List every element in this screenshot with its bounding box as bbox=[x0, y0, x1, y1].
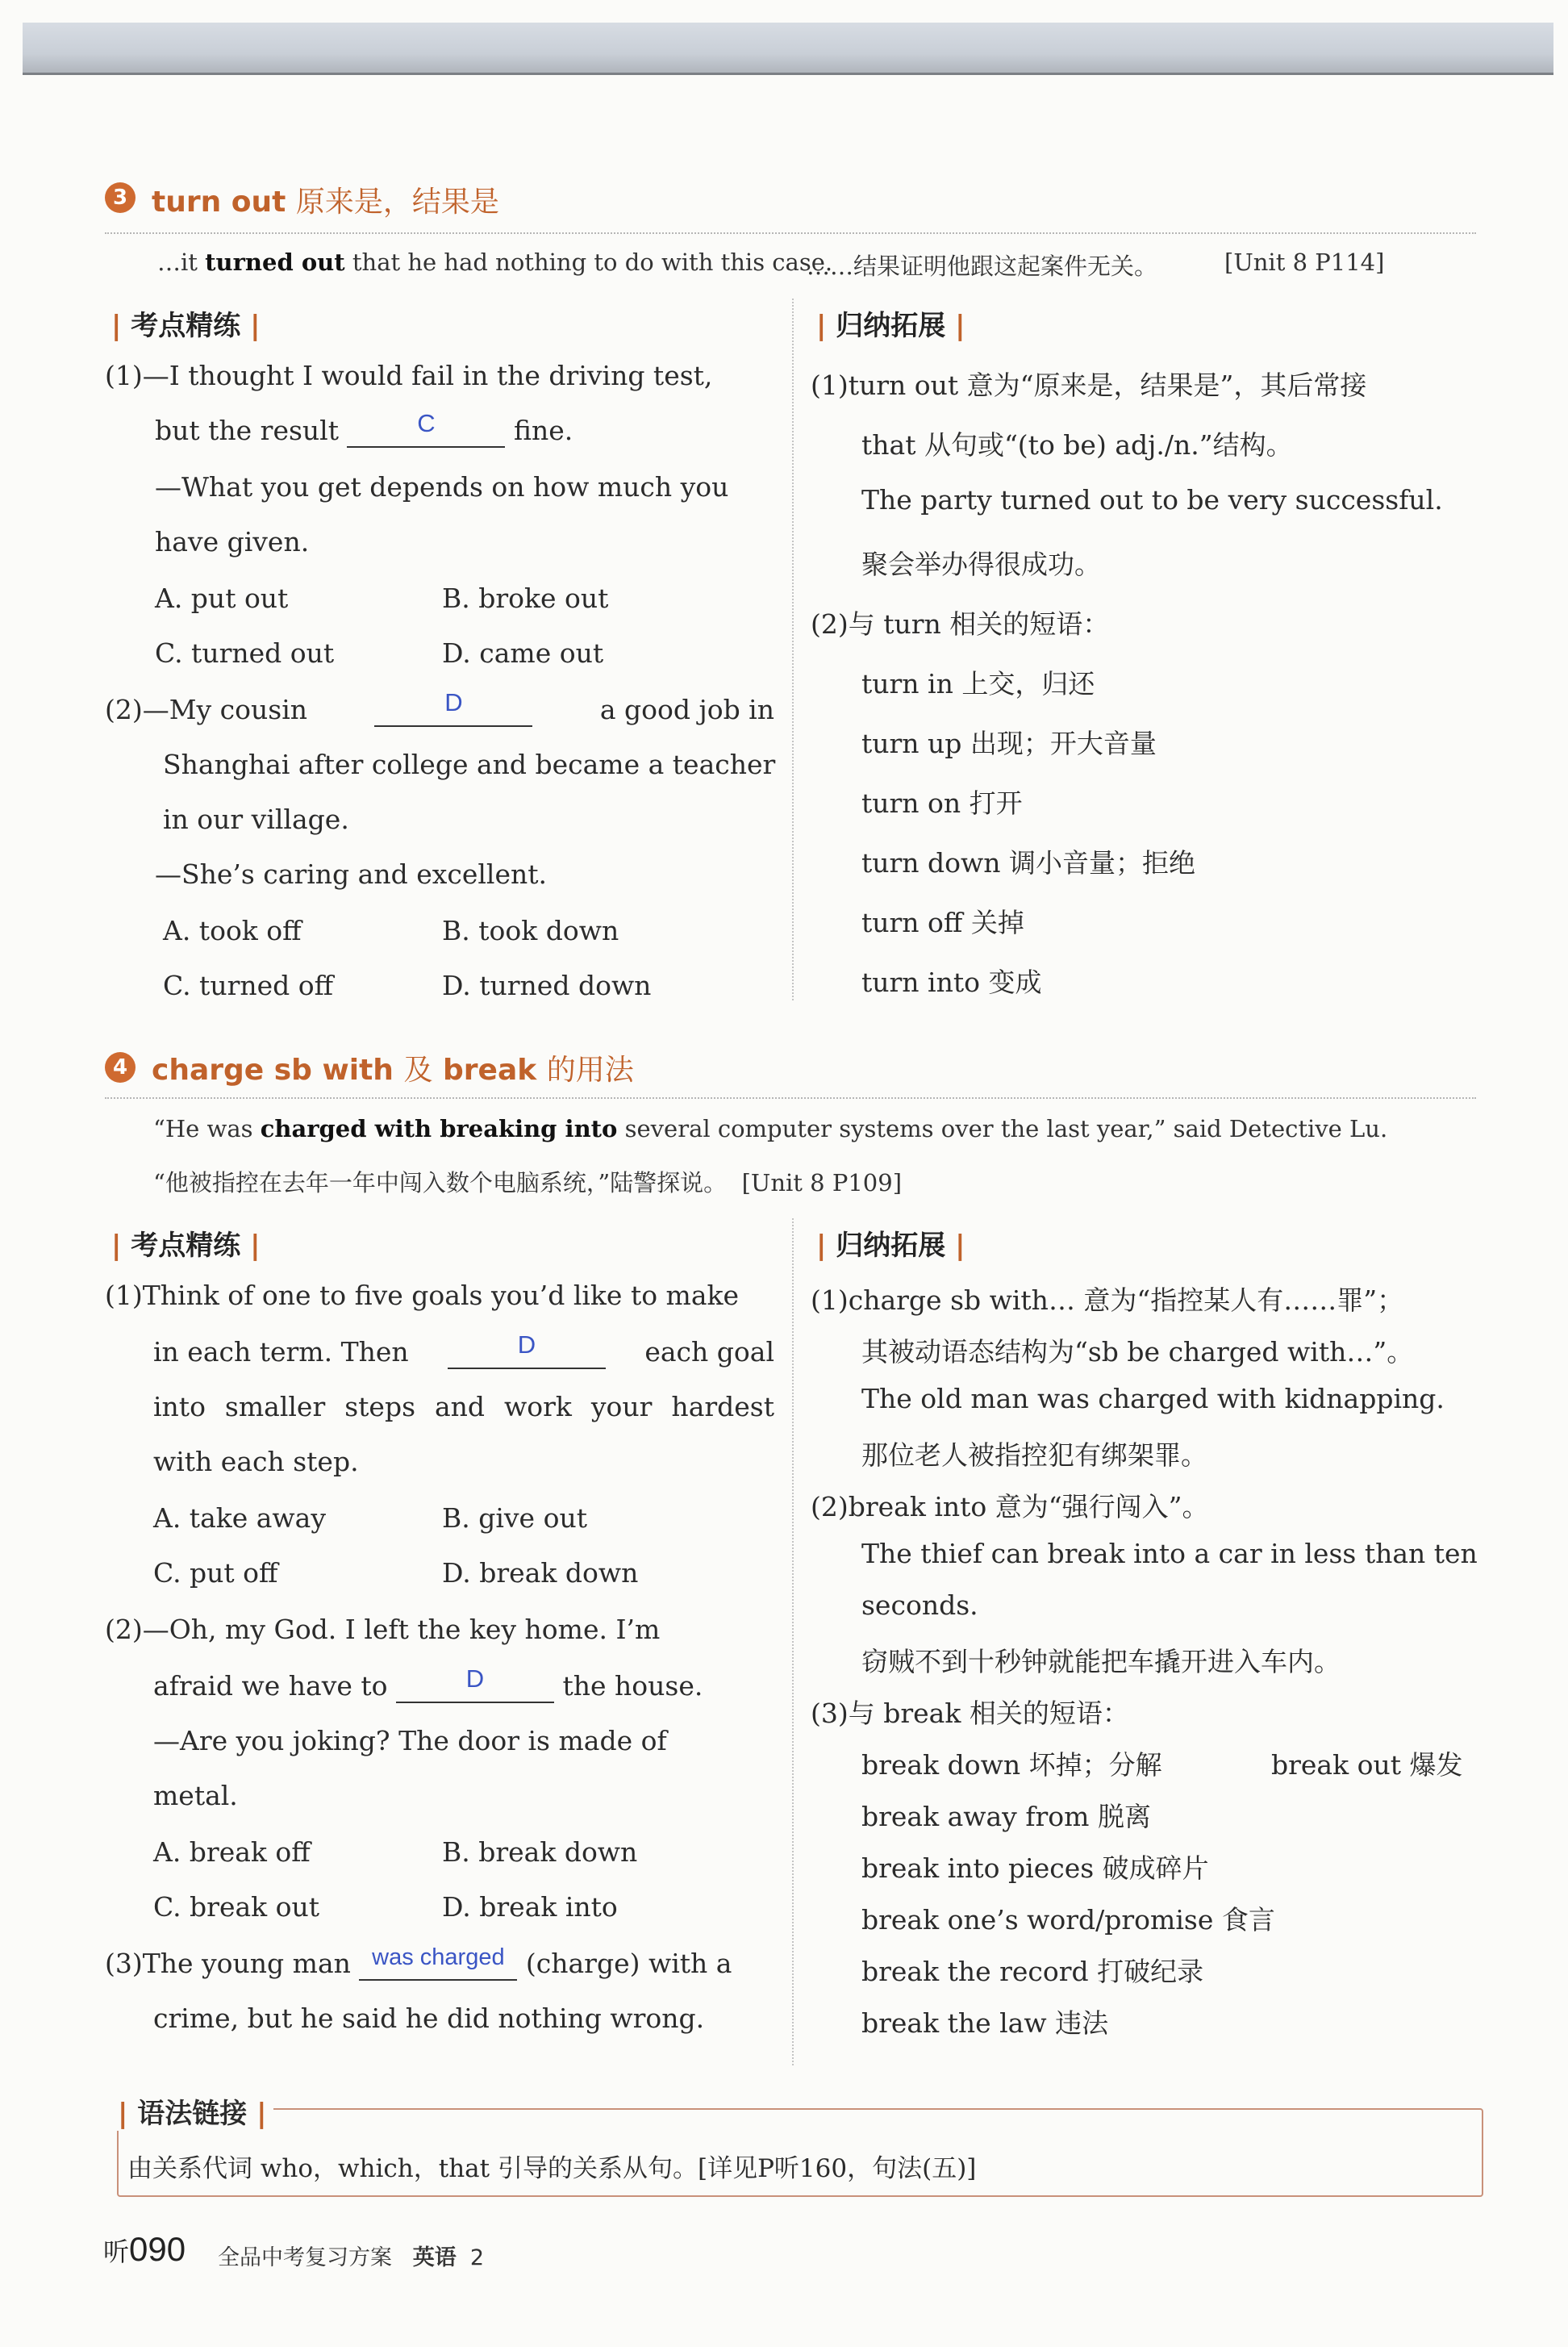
example-key-phrase: turned out bbox=[205, 248, 345, 276]
summary-heading: | 归纳拓展 | bbox=[816, 310, 965, 342]
summary-line: The party turned out to be very successful. bbox=[861, 484, 1443, 516]
option-d: D. break into bbox=[442, 1891, 618, 1923]
question-2-line: (2)—My cousin D a good job in bbox=[105, 688, 774, 725]
phrase-item: turn into 变成 bbox=[861, 967, 1042, 998]
example-translation: ……结果证明他跟这起案件无关。 bbox=[807, 253, 1158, 280]
example-sentence: “He was charged with breaking into several computer systems over the last year,” said Detective Lu. bbox=[153, 1115, 1388, 1142]
phrase-item: break out 爆发 bbox=[1271, 1749, 1463, 1781]
option-b: B. break down bbox=[442, 1836, 638, 1868]
question-1-line: in each term. Then D each goal bbox=[153, 1330, 774, 1368]
summary-line: 窃贼不到十秒钟就能把车撬开进入车内。 bbox=[861, 1646, 1341, 1677]
grammar-link-heading: | 语法链接 | bbox=[111, 2091, 273, 2131]
section-divider bbox=[105, 1097, 1476, 1099]
phrase-item: break one’s word/promise 食言 bbox=[861, 1904, 1275, 1936]
phrase-item: turn on 打开 bbox=[861, 787, 1023, 819]
phrase-item: turn off 关掉 bbox=[861, 907, 1024, 938]
phrase-item: turn down 调小音量；拒绝 bbox=[861, 847, 1196, 879]
section-title: charge sb with 及 break 的用法 bbox=[152, 1054, 634, 1087]
phrase-item: break the law 违法 bbox=[861, 2007, 1109, 2039]
answer-blank[interactable]: D bbox=[396, 1673, 554, 1703]
answer-blank[interactable]: was charged bbox=[359, 1952, 517, 1981]
phrase-item: break the record 打破纪录 bbox=[861, 1956, 1204, 1987]
section-divider bbox=[105, 232, 1476, 234]
summary-line: The thief can break into a car in less than ten bbox=[861, 1538, 1478, 1569]
scan-top-band bbox=[23, 23, 1553, 74]
option-b: B. broke out bbox=[442, 583, 609, 614]
question-2-line: in our village. bbox=[163, 804, 349, 835]
scan-top-edge bbox=[23, 73, 1553, 75]
option-d: D. break down bbox=[442, 1557, 639, 1589]
summary-line: The old man was charged with kidnapping. bbox=[861, 1383, 1445, 1414]
question-2-line: (2)—Oh, my God. I left the key home. I’m bbox=[105, 1614, 661, 1645]
summary-line: (2)break into 意为“强行闯入”。 bbox=[811, 1491, 1209, 1522]
option-c: C. turned out bbox=[155, 637, 335, 669]
phrase-item: turn in 上交，归还 bbox=[861, 668, 1095, 700]
practice-heading: | 考点精练 | bbox=[111, 1230, 261, 1262]
answer-blank[interactable]: D bbox=[448, 1338, 606, 1369]
section-number-badge: 3 bbox=[105, 182, 136, 213]
summary-line: 那位老人被指控犯有绑架罪。 bbox=[861, 1439, 1207, 1471]
example-reference: [Unit 8 P109] bbox=[741, 1169, 903, 1196]
phrase-item: break down 坏掉；分解 bbox=[861, 1749, 1162, 1781]
summary-line: (2)与 turn 相关的短语： bbox=[811, 608, 1110, 640]
example-reference: [Unit 8 P114] bbox=[1224, 248, 1385, 276]
option-b: B. give out bbox=[442, 1502, 587, 1534]
grammar-link-text: 由关系代词 who，which，that 引导的关系从句。[详见P听160，句法(五)] bbox=[127, 2154, 977, 2183]
page-number: 听090 bbox=[103, 2230, 186, 2268]
question-2-line: Shanghai after college and became a teacher bbox=[163, 749, 776, 780]
book-title: 全品中考复习方案 英语 2 bbox=[218, 2245, 485, 2270]
option-a: A. take away bbox=[153, 1502, 327, 1534]
summary-line: (3)与 break 相关的短语： bbox=[811, 1698, 1129, 1729]
phrase-item: break away from 脱离 bbox=[861, 1801, 1151, 1832]
practice-heading: | 考点精练 | bbox=[111, 310, 261, 342]
example-sentence: …it turned out that he had nothing to do with this case. bbox=[157, 248, 833, 276]
example-key-phrase: charged with breaking into bbox=[260, 1115, 618, 1142]
option-d: D. came out bbox=[442, 637, 604, 669]
section-number-badge: 4 bbox=[105, 1052, 136, 1083]
example-translation: “他被指控在去年一年中闯入数个电脑系统，”陆警探说。 [Unit 8 P109] bbox=[153, 1169, 903, 1196]
question-1-line: but the result C fine. bbox=[155, 409, 573, 446]
question-3-line: (3)The young man was charged (charge) with a bbox=[105, 1944, 732, 1979]
summary-line: seconds. bbox=[861, 1589, 978, 1621]
phrase-item: turn up 出现；开大音量 bbox=[861, 728, 1157, 759]
column-divider bbox=[792, 1218, 794, 2065]
question-2-line: —Are you joking? The door is made of bbox=[153, 1725, 667, 1756]
answer-blank[interactable]: D bbox=[374, 696, 532, 727]
section-title-en: charge sb with bbox=[152, 1054, 394, 1087]
option-a: A. took off bbox=[163, 915, 302, 946]
question-1-line: —What you get depends on how much you bbox=[155, 471, 729, 503]
option-a: A. put out bbox=[155, 583, 289, 614]
section-title bbox=[152, 179, 499, 220]
option-c: C. put off bbox=[153, 1557, 278, 1589]
option-d: D. turned down bbox=[442, 970, 652, 1001]
question-1-line: into smaller steps and work your hardest bbox=[153, 1391, 774, 1422]
summary-line: that 从句或“(to be) adj./n.”结构。 bbox=[861, 429, 1293, 461]
answer-blank[interactable]: C bbox=[347, 417, 505, 448]
section-title-en: turn out bbox=[152, 186, 286, 219]
summary-line: 其被动语态结构为“sb be charged with…”。 bbox=[861, 1336, 1414, 1368]
option-a: A. break off bbox=[153, 1836, 311, 1868]
option-c: C. break out bbox=[153, 1891, 320, 1923]
phrase-item: break into pieces 破成碎片 bbox=[861, 1852, 1209, 1884]
question-2-line: afraid we have to D the house. bbox=[153, 1664, 703, 1702]
question-1-line: have given. bbox=[155, 526, 310, 558]
column-divider bbox=[792, 299, 794, 1000]
summary-heading: | 归纳拓展 | bbox=[816, 1230, 965, 1262]
summary-line: (1)turn out 意为“原来是，结果是”，其后常接 bbox=[811, 370, 1367, 401]
question-2-line: metal. bbox=[153, 1780, 238, 1811]
question-1-line: (1)—I thought I would fail in the driving test, bbox=[105, 360, 713, 391]
option-c: C. turned off bbox=[163, 970, 334, 1001]
question-2-line: —She’s caring and excellent. bbox=[155, 858, 547, 890]
section-title-en: break bbox=[443, 1054, 537, 1087]
section-title-cn: 原来是，结果是 bbox=[295, 186, 499, 219]
summary-line: 聚会举办得很成功。 bbox=[861, 549, 1101, 580]
question-3-line: crime, but he said he did nothing wrong. bbox=[153, 2002, 705, 2034]
option-b: B. took down bbox=[442, 915, 619, 946]
question-1-line: with each step. bbox=[153, 1446, 359, 1477]
question-1-line: (1)Think of one to five goals you’d like to make bbox=[105, 1280, 740, 1311]
summary-line: (1)charge sb with… 意为“指控某人有……罪”； bbox=[811, 1284, 1404, 1316]
